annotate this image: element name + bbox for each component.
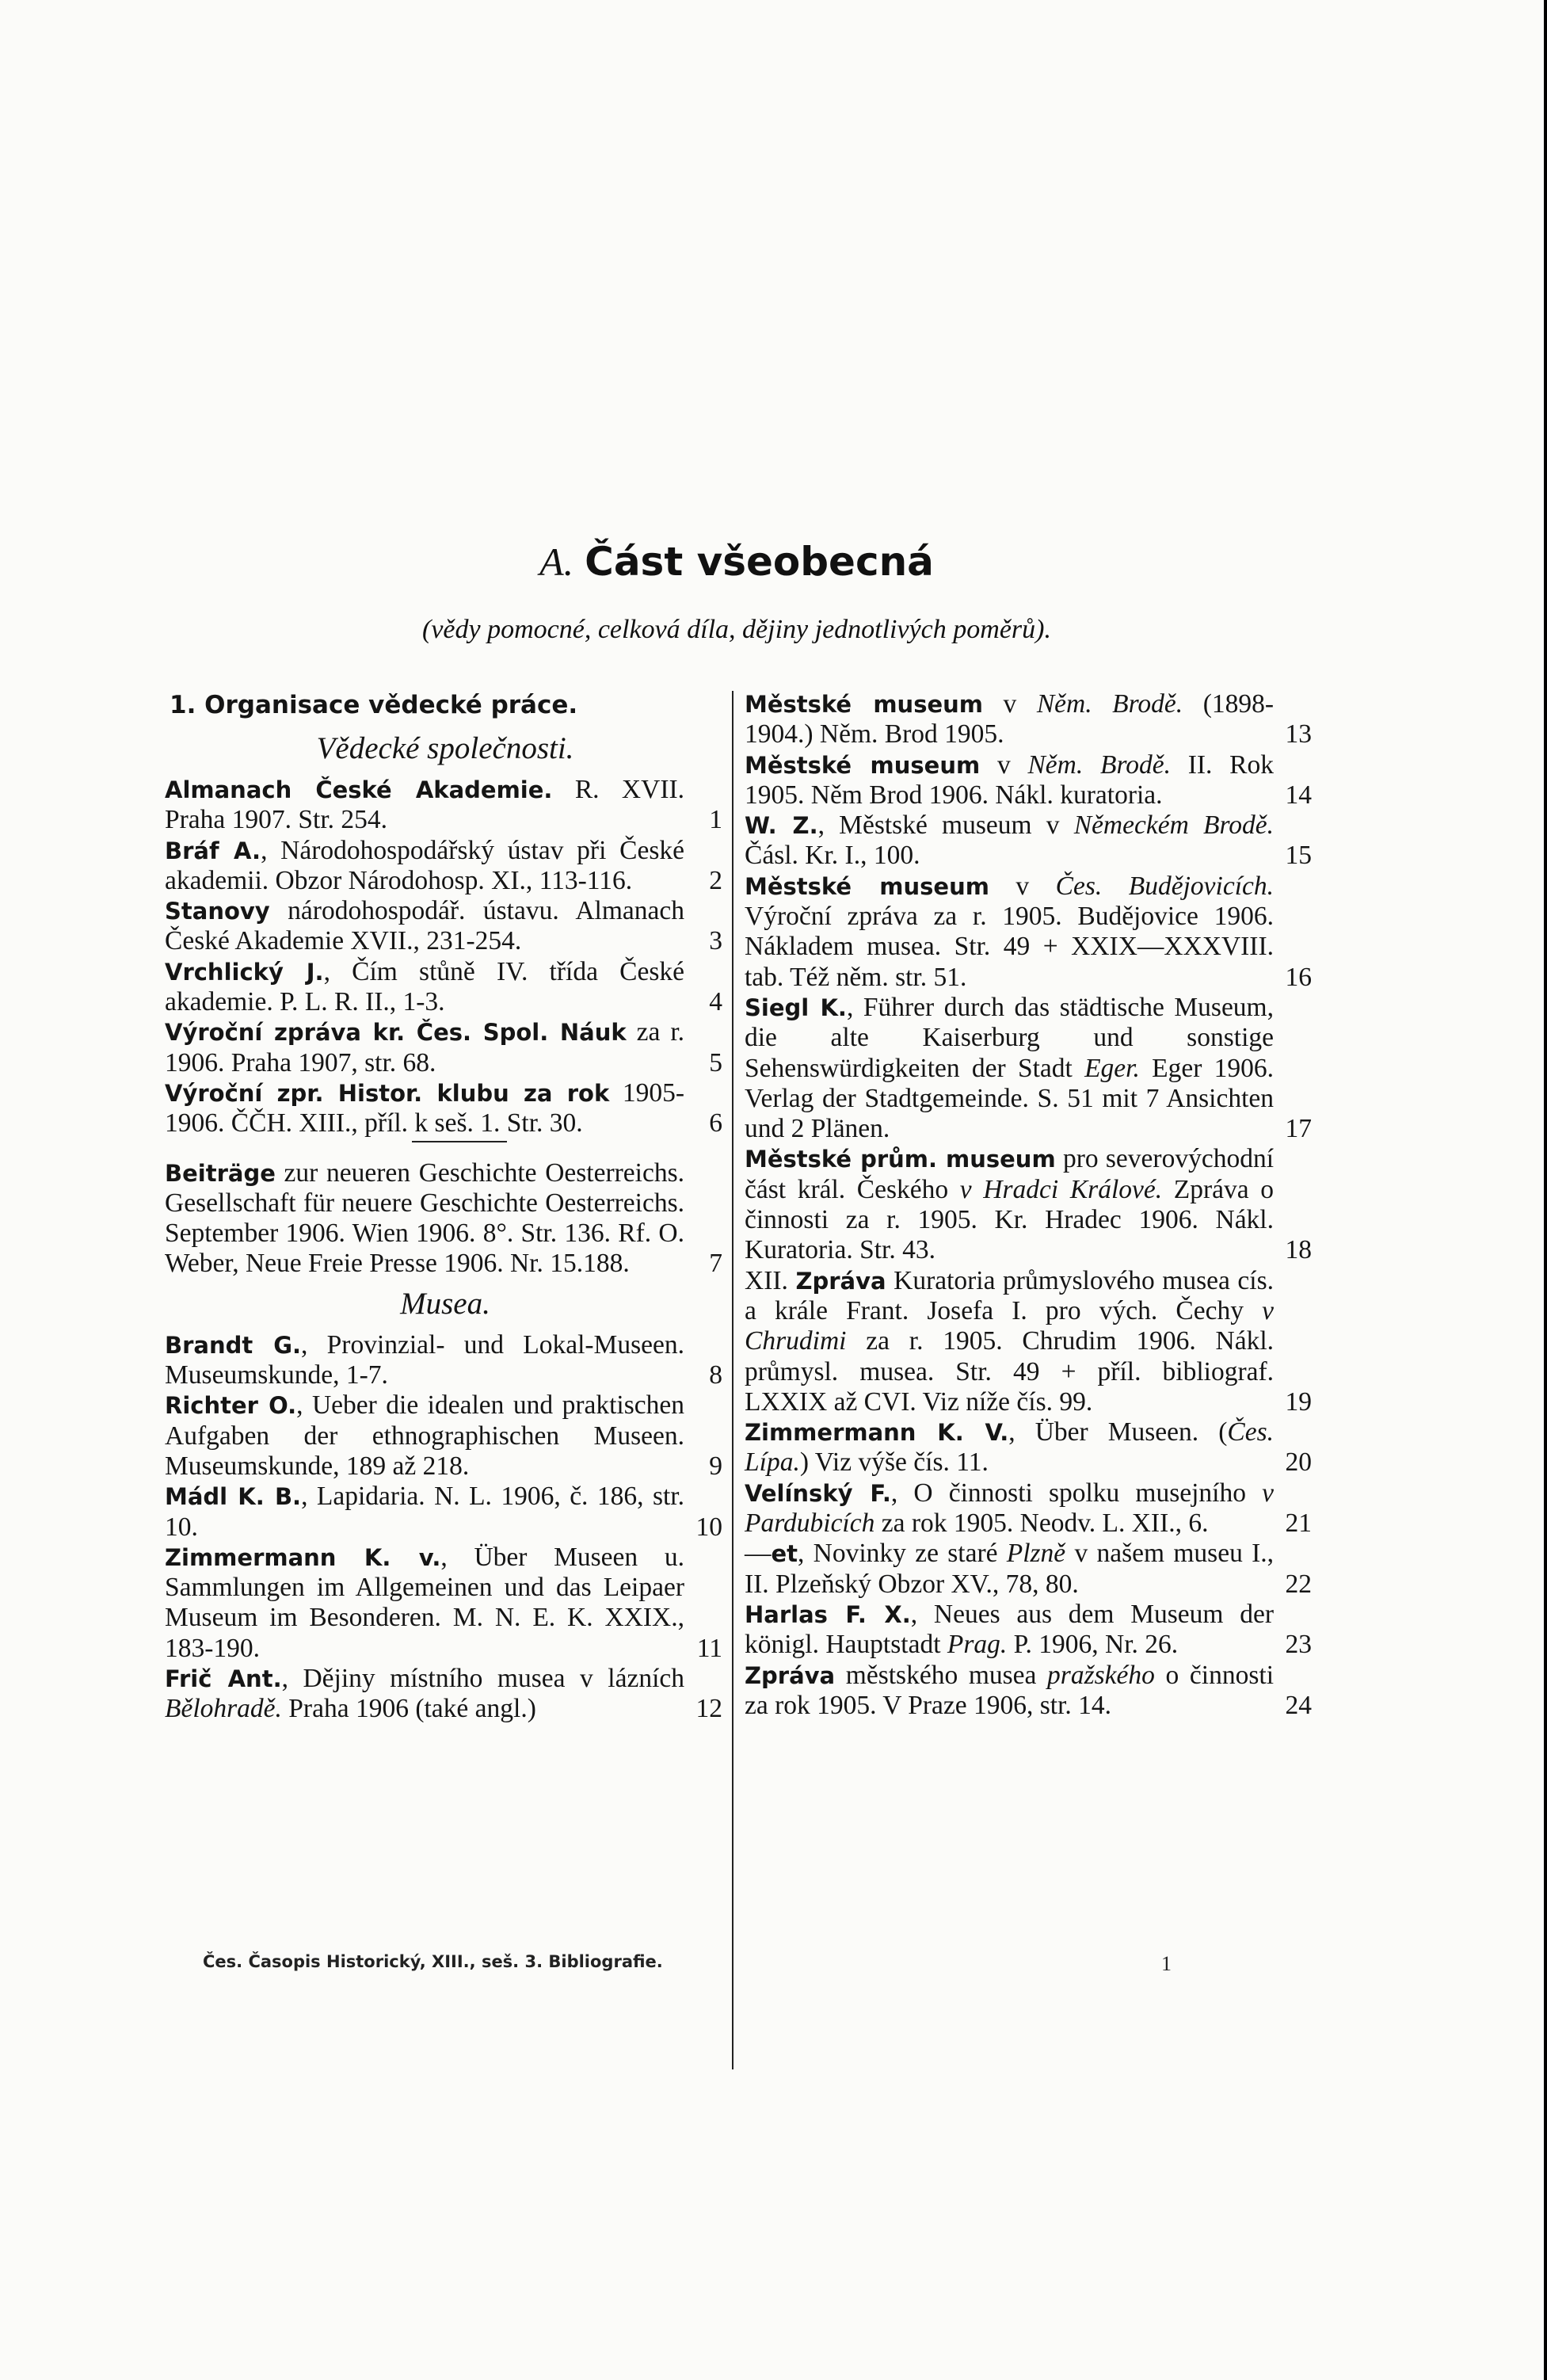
section-letter: A. [539, 540, 574, 584]
entry-place: v Pardubicích [745, 1478, 1274, 1539]
short-rule [412, 1141, 507, 1142]
entry-number: 24 [1285, 1690, 1312, 1720]
subheading-musea: Musea. [400, 1286, 490, 1321]
entry-text: , Ueber die idealen und praktischen Aufgaben der ethnographischen Museen. Museumskunde, 189 až 218. [165, 1390, 684, 1481]
bibliography-entry [745, 1417, 1315, 1478]
bibliography-entry [745, 872, 1315, 993]
entry-number: 12 [695, 1694, 722, 1724]
entry-number: 3 [709, 926, 722, 956]
subheading-societies: Vědecké společnosti. [316, 731, 574, 765]
entry-author: Velínský F. [745, 1479, 891, 1507]
section-subtitle: (vědy pomocné, celková díla, dějiny jednotlivých poměrů). [422, 615, 1051, 644]
bibliography-entry [745, 1144, 1315, 1265]
entry-text-cont: Čásl. Kr. I., 100. [745, 841, 920, 871]
entry-text-cont: II. Rok 1905. Něm Brod 1906. Nákl. kuratoria. [745, 749, 1274, 810]
bibliography-entry [745, 1661, 1315, 1722]
entry-place: v Hradci Králové. [959, 1174, 1163, 1204]
bibliography-entry [165, 775, 726, 836]
entry-text: národohospodář. ústavu. Almanach České Akademie XVII., 231-254. [165, 896, 684, 956]
entry-author: Městské museum [745, 691, 983, 718]
section-title-text: Část všeobecná [585, 539, 934, 585]
entry-number: 16 [1285, 962, 1312, 992]
entry-author: Zpráva [795, 1267, 886, 1295]
entry-text: , Národohospodářský ústav při České akademii. Obzor Národohosp. XI., 113-116. [165, 835, 684, 895]
entry-author: Městské prům. museum [745, 1146, 1056, 1173]
entry-place: v Chrudimi [745, 1295, 1274, 1356]
entry-number: 2 [709, 865, 722, 895]
entry-number: 4 [709, 987, 722, 1017]
entry-number: 5 [709, 1047, 722, 1077]
entry-text-cont: za r. 1905. Chrudim 1906. Nákl. průmysl. musea. Str. 49 + příl. bibliograf. LXXIX až CVI. Viz níže čís. 99. [745, 1326, 1274, 1417]
entry-text: , Novinky ze staré [798, 1539, 1007, 1569]
entry-text-cont: ) Viz výše čís. 11. [799, 1447, 989, 1478]
bibliography-entry [745, 1478, 1315, 1539]
entry-place: Čes. Budějovicích. [1055, 871, 1274, 901]
entry-number: 1 [709, 805, 722, 835]
entry-author: Harlas F. X. [745, 1600, 911, 1628]
bibliography-entry [165, 1543, 726, 1664]
entry-place: Bělohradě. [165, 1694, 282, 1724]
entry-text: , Dějiny místního musea v lázních [281, 1664, 685, 1694]
entry-text-cont: P. 1906, Nr. 26. [1007, 1630, 1179, 1660]
entry-number: 22 [1285, 1569, 1312, 1599]
entry-text: , Über Museen u. Sammlungen im Allgemeinen und das Leipaer Museum im Besonderen. M. N. E. K. XXIX., 183-190. [165, 1542, 684, 1663]
entry-author: et [771, 1540, 798, 1568]
entry-author: Městské museum [745, 872, 989, 900]
entry-author: Zpráva [745, 1661, 836, 1689]
entry-place: Něm. Brodě. [1036, 689, 1183, 719]
bibliography-entry [745, 1539, 1315, 1600]
entry-text: , Městské museum v [817, 810, 1074, 841]
entry-number: 17 [1285, 1114, 1312, 1144]
entry-number: 6 [709, 1108, 722, 1139]
section-title [0, 539, 1473, 585]
bibliography-entry [745, 750, 1315, 811]
column-rule [732, 691, 733, 2069]
entry-number: 19 [1285, 1386, 1312, 1417]
entry-text: , Lapidaria. N. L. 1906, č. 186, str. 10. [165, 1482, 684, 1542]
entry-text: , O činnosti spolku musejního [890, 1478, 1263, 1508]
entry-place: Čes. Lípa. [745, 1417, 1275, 1478]
entry-number: 15 [1285, 841, 1312, 871]
entry-text-cont: Výroční zpráva za r. 1905. Budějovice 1906. Nákladem musea. Str. 49 + XXIX—XXXVIII. tab. Též něm. str. 51. [745, 902, 1274, 992]
entry-text: zur neueren Geschichte Oesterreichs. Gesellschaft für neuere Geschichte Oesterreichs. September 1906. Wien 1906. 8°. Str. 136. Rf. O. Weber, Neue Freie Presse 1906. Nr. 15.188. [165, 1158, 684, 1279]
right-column [745, 689, 1315, 1721]
entry-number: 9 [709, 1451, 722, 1481]
entry-text-cont: v našem museu I., II. Plzeňský Obzor XV., 78, 80. [745, 1539, 1274, 1599]
bibliography-entry [165, 1330, 726, 1391]
entry-text-cont: (1898-1904.) Něm. Brod 1905. [745, 689, 1275, 749]
entry-place: Něm. Brodě. [1027, 749, 1171, 780]
entry-text: 1905-1906. ČČH. XIII., příl. k seš. 1. Str. 30. [165, 1077, 684, 1139]
bibliography-entry [745, 689, 1315, 750]
entry-number: 11 [696, 1633, 722, 1663]
bibliography-entry [745, 1600, 1315, 1661]
entry-text-cont: Eger 1906. Verlag der Stadtgemeinde. S. 51 mit 7 Ansichten und 2 Plänen. [745, 1053, 1274, 1144]
entry-author: Výroční zpráva kr. Čes. Spol. Náuk [165, 1019, 627, 1047]
bibliography-entry [165, 957, 726, 1018]
entry-author: Stanovy [165, 898, 270, 925]
bibliography-entry [165, 1390, 726, 1482]
entry-place: pražského [1047, 1660, 1155, 1690]
entries-general [165, 1158, 726, 1280]
entry-number: 23 [1285, 1630, 1312, 1660]
bibliography-entry [745, 993, 1315, 1144]
entry-text-cont: Zpráva o činnosti za r. 1905. Kr. Hradec 1906. Nákl. Kuratoria. Str. 43. [745, 1174, 1275, 1265]
entry-author: Siegl K. [745, 994, 847, 1021]
entry-author: Frič Ant. [165, 1665, 282, 1693]
entry-text: v [983, 689, 1037, 719]
entry-author: Richter O. [165, 1392, 297, 1420]
left-column [165, 689, 726, 1725]
entry-author: Vrchlický J. [165, 958, 324, 986]
entry-text: , Čím stůně IV. třída České akademie. P. L. R. II., 1-3. [165, 956, 685, 1017]
entry-text: v [980, 749, 1028, 780]
footer-journal: Čes. Časopis Historický, XIII., seš. 3. Bibliografie. [203, 1952, 663, 1971]
entry-place: Eger. [1084, 1053, 1140, 1083]
entry-number: 21 [1285, 1508, 1312, 1539]
entries-museums [745, 689, 1315, 1721]
bibliography-entry [165, 896, 726, 957]
entry-number: 14 [1285, 780, 1312, 810]
entry-text: městského musea [835, 1660, 1048, 1690]
entry-text: , Über Museen. ( [1008, 1417, 1228, 1447]
entry-text: , Neues aus dem Museum der königl. Hauptstadt [745, 1599, 1274, 1660]
bibliography-entry [165, 836, 726, 897]
entries-musea [165, 1330, 726, 1725]
entry-author: Zimmermann K. v. [165, 1543, 441, 1571]
entry-prefix: XII. [745, 1265, 796, 1295]
bibliography-entry [165, 1482, 726, 1543]
entry-text: pro severovýchodní část král. Českého [745, 1144, 1274, 1204]
subsection-heading: 1. Organisace vědecké práce. [170, 691, 578, 719]
footer-sheet-number: 1 [1161, 1952, 1172, 1975]
entry-text: , Führer durch das städtische Museum, die alte Kaiserburg und sonstige Sehenswürdigkeiten der Stadt [745, 992, 1274, 1083]
entry-text-cont: o činnosti za rok 1905. V Praze 1906, str. 14. [745, 1660, 1274, 1720]
entry-place: Prag. [947, 1630, 1008, 1660]
entry-text-cont: Praha 1906 (také angl.) [281, 1694, 536, 1724]
bibliography-entry [165, 1158, 726, 1280]
bibliography-entry [165, 1664, 726, 1725]
bibliography-entry [745, 810, 1315, 872]
entry-number: 10 [695, 1512, 722, 1542]
entry-number: 7 [709, 1249, 722, 1279]
entry-author: Zimmermann K. V. [745, 1419, 1009, 1447]
bibliography-entry [745, 1266, 1315, 1417]
entry-text-cont: za rok 1905. Neodv. L. XII., 6. [874, 1508, 1209, 1539]
entry-author: Městské museum [745, 751, 981, 779]
entry-text: za r. 1906. Praha 1907, str. 68. [165, 1017, 685, 1077]
entry-text: v [989, 871, 1056, 901]
entry-author: Mádl K. B. [165, 1483, 302, 1511]
entry-place: Německém Brodě. [1073, 810, 1274, 841]
entry-author: Beiträge [165, 1159, 276, 1187]
entry-number: 8 [709, 1360, 722, 1390]
entry-text: , Provinzial- und Lokal-Museen. Museumskunde, 1-7. [165, 1329, 684, 1390]
entry-number: 18 [1285, 1235, 1312, 1265]
bibliography-entry [165, 1078, 726, 1139]
entry-author: Brandt G. [165, 1331, 302, 1359]
entry-author: W. Z. [745, 812, 818, 840]
entry-author: Bráf A. [165, 837, 261, 864]
entry-text: Kuratoria průmyslového musea cís. a krále Frant. Josefa I. pro vých. Čechy [745, 1265, 1274, 1325]
entries-societies [165, 775, 726, 1139]
entry-number: 13 [1285, 719, 1312, 749]
entry-number: 20 [1285, 1447, 1312, 1478]
entry-place: Plzně [1006, 1539, 1066, 1569]
entry-author: Almanach České Akademie. [165, 776, 553, 803]
entry-text: R. XVII. Praha 1907. Str. 254. [165, 775, 685, 835]
entry-author: Výroční zpr. Histor. klubu za rok [165, 1079, 610, 1107]
bibliography-entry [165, 1017, 726, 1078]
entry-prefix: — [745, 1539, 772, 1569]
